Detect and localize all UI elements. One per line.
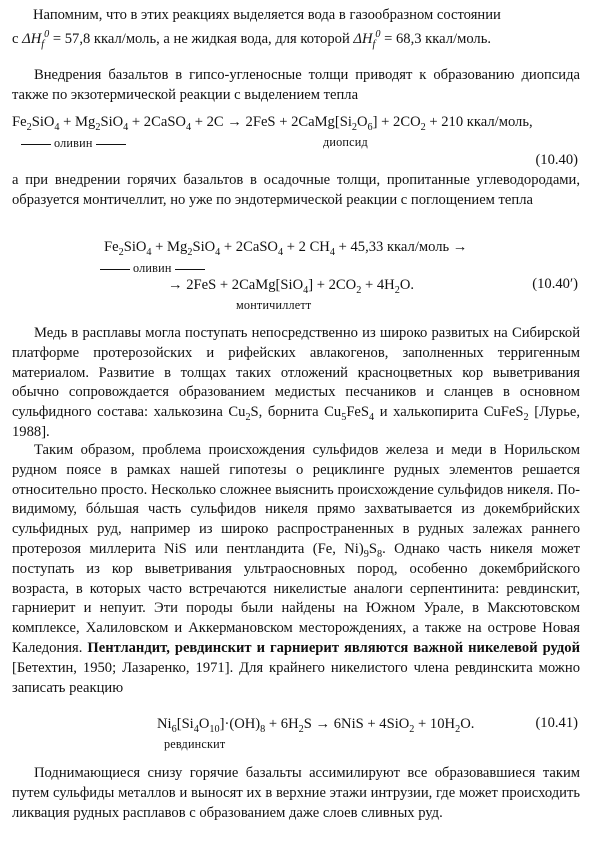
para2: Внедрения базальтов в гипсо-угленосные толщи приводят к образованию диопсида также по экзотермической реакции с выделением тепла: [12, 67, 580, 103]
monticellite-label: монтичиллетт: [236, 298, 312, 312]
equation-number-10-41: (10.41): [535, 715, 578, 731]
diopside-label: диопсид: [323, 135, 368, 149]
emphasis-text: Пентландит, ревдинскит и гарниерит являются важной никелевой рудой: [87, 639, 580, 656]
enthalpy-symbol: $\Delta H_f^0$: [353, 29, 381, 50]
para4: Медь в расплавы могла поступать непосредственно из широко развитых на Сибирской платформе протерозойских и рифейских авлакогенов, заполненных терригенным материалом. Развитие в толщах таких отложений красноцветных кор выветривания обычно сопровождается образованием медистых песчаников и сланцев в основном сульфидного состава: халькозина $Cu_2S$, борнита $Cu_5FeS_4$ и халькопирита CuFeS$_2$ [Лурье, 1988].: [12, 325, 581, 440]
olivine-label: оливин: [97, 261, 208, 276]
para3: а при внедрении горячих базальтов в осадочные толщи, пропитанные углеводородами, образуется монтичеллит, но уже по эндотермической реакции с поглощением тепла: [12, 172, 580, 208]
para5: Таким образом, проблема происхождения сульфидов железа и меди в Норильском рудном поясе в рамках нашей гипотезы о рециклинге рудных элементов решается относительно просто. Несколько сложнее выяснить происхождение сульфидов никеля. По-видимому, бóльшая часть сульфидов никеля прямо захватывается из докембрийских сульфидных руд, например из широко распространенных в рудных залежах раннего протерозоя миллерита NiS или пентландита (Fe, $Ni)_9S_8$. Однако часть никеля может поступать из кор выветривания ультраосновных пород, особенно докембрийского возраста, в которых часто встречаются никелистые аналоги серпентинита: ревдинскит, гарниерит и непуит. Эти породы были найдены на Южном Урале, в Максютовском комплексе, Халиловском и Аккермановском месторождениях, а также на острове Новая Каледония. Пентландит, ревдинскит и гарниерит являются важной никелевой рудой [Бетехтин, 1950; Лазаренко, 1971]. Для крайнего никелистого члена ревдинскита можно записать реакцию: [12, 442, 581, 696]
equation-number-10-40-prime: (10.40′): [532, 276, 578, 292]
para6: Поднимающиеся снизу горячие базальты ассимилируют все образовавшиеся таким путем сульфиды металлов и выносят их в верхние этажи интрузии, где может происходить ликвация рудных расплавов с образованием даже слоев сливных руд.: [12, 765, 580, 821]
equation-10-40-prime-line1: $Fe_2SiO_4 + Mg_2SiO_4$ + 2CaSO$_4$ + 2 $CH_4 + 45,33$ ккал/моль →: [104, 239, 468, 258]
olivine-label: оливин: [18, 136, 129, 151]
equation-10-40: $Fe_2SiO_4 + Mg_2SiO_4$ + 2CaSO$_4$ + $2C \to 2FeS + 2CaMg[Si_2O_6] + 2CO_2 + 210$ ккал/моль,: [12, 114, 533, 133]
equation-number-10-40: (10.40): [535, 152, 578, 168]
equation-10-40-prime-line2: → 2FeS + 2CaMg[SiO$_4$] + $2CO_2 + 4H_2O$.: [168, 277, 415, 296]
para1-line1: Напомним, что в этих реакциях выделяется вода в газообразном состоянии: [33, 7, 501, 23]
revdinskite-label: ревдинскит: [164, 737, 226, 751]
equation-10-41: $Ni_6[Si_4O_{10}]\cdot(OH)_8 + 6H_2S \to 6NiS + 4SiO_2 + 10H_2O$.: [157, 716, 475, 735]
enthalpy-symbol: $\Delta H_f^0$: [22, 29, 50, 50]
para1-line2: с $\Delta H_f^0 = 57,8$ ккал/моль, а не жидкая вода, для которой $\Delta H_f^0 = 68,3$ ккал/моль.: [12, 29, 492, 50]
